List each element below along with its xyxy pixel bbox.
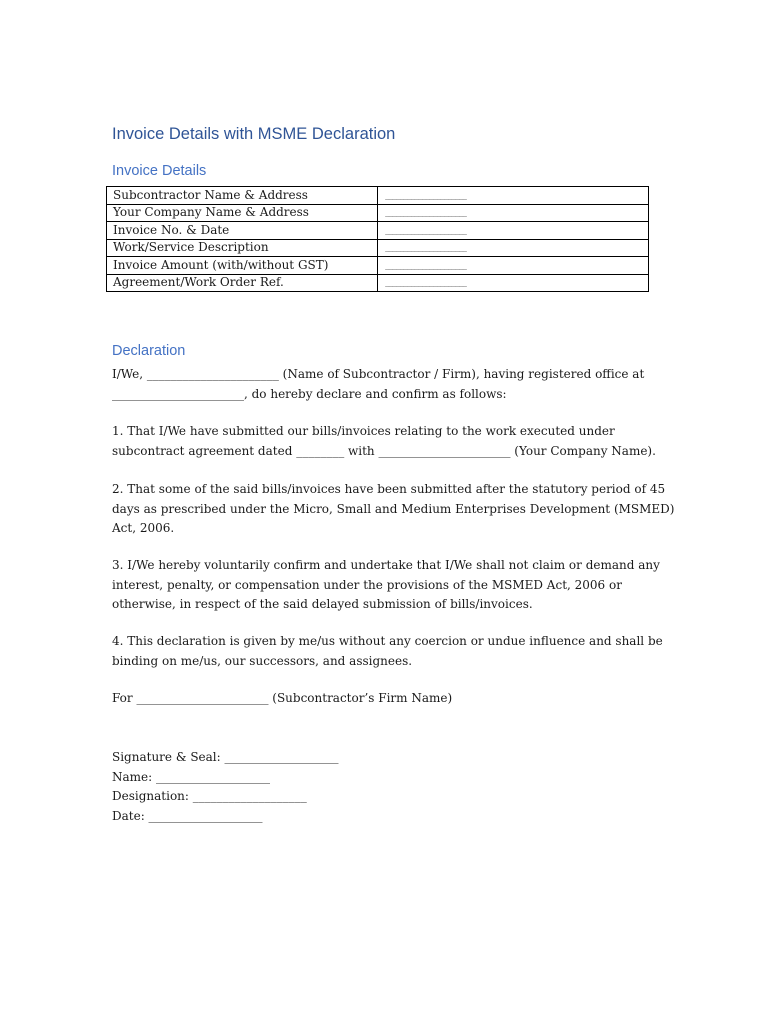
text-line: 3. I/We hereby voluntarily confirm and undertake that I/We shall not claim or demand any [112, 558, 660, 572]
designation-line: Designation: ___________________ [112, 789, 307, 803]
row-value-blank: ______________________ [378, 222, 649, 240]
date-line: Date: ___________________ [112, 808, 263, 823]
text-line: days as prescribed under the Micro, Small and Medium Enterprises Development (MSMED) [112, 501, 675, 516]
row-label: Invoice No. & Date [107, 222, 378, 240]
document-title: Invoice Details with MSME Declaration [112, 125, 396, 143]
table-row [107, 222, 649, 240]
text-line: I/We, ______________________ (Name of Subcontractor / Firm), having registered office at [112, 367, 645, 381]
signature-seal-line: Signature & Seal: ___________________ [112, 750, 339, 764]
declaration-point-3 [112, 556, 672, 615]
text-line: interest, penalty, or compensation under the provisions of the MSMED Act, 2006 or [112, 577, 622, 592]
text-line: 4. This declaration is given by me/us without any coercion or undue influence and shall be [112, 634, 663, 648]
declaration-point-2 [112, 480, 675, 539]
declaration-point-1 [112, 422, 672, 461]
row-label: Invoice Amount (with/without GST) [107, 257, 378, 275]
text-line: binding on me/us, our successors, and assignees. [112, 653, 413, 668]
invoice-details-table [106, 186, 649, 292]
text-line: otherwise, in respect of the said delayed submission of bills/invoices. [112, 597, 533, 611]
row-label: Your Company Name & Address [107, 204, 378, 222]
row-label: Subcontractor Name & Address [107, 187, 378, 205]
row-value-blank: ______________________ [378, 187, 649, 205]
row-value-blank: ______________________ [378, 274, 649, 292]
table-row [107, 187, 649, 205]
signature-block [112, 748, 672, 826]
row-value-blank: ______________________ [378, 257, 649, 275]
table-row [107, 239, 649, 257]
declaration-point-4 [112, 632, 672, 671]
row-value-blank: ______________________ [378, 204, 649, 222]
declaration-intro [112, 365, 672, 404]
text-line: 1. That I/We have submitted our bills/invoices relating to the work executed under [112, 424, 615, 438]
invoice-details-heading: Invoice Details [112, 163, 207, 179]
table-row [107, 257, 649, 275]
name-line: Name: ___________________ [112, 769, 270, 784]
table-row [107, 204, 649, 222]
text-line: ______________________, do hereby declare and confirm as follows: [112, 386, 507, 401]
declaration-heading: Declaration [112, 343, 186, 359]
text-line: 2. That some of the said bills/invoices have been submitted after the statutory period of 45 [112, 482, 666, 496]
table-row [107, 274, 649, 292]
row-value-blank: ______________________ [378, 239, 649, 257]
text-line: subcontract agreement dated ________ with ______________________ (Your Company Name). [112, 443, 656, 458]
text-line: Act, 2006. [112, 521, 175, 535]
row-label: Work/Service Description [107, 239, 378, 257]
row-label: Agreement/Work Order Ref. [107, 274, 378, 292]
firm-name-line: For ______________________ (Subcontractor’s Firm Name) [112, 691, 453, 705]
